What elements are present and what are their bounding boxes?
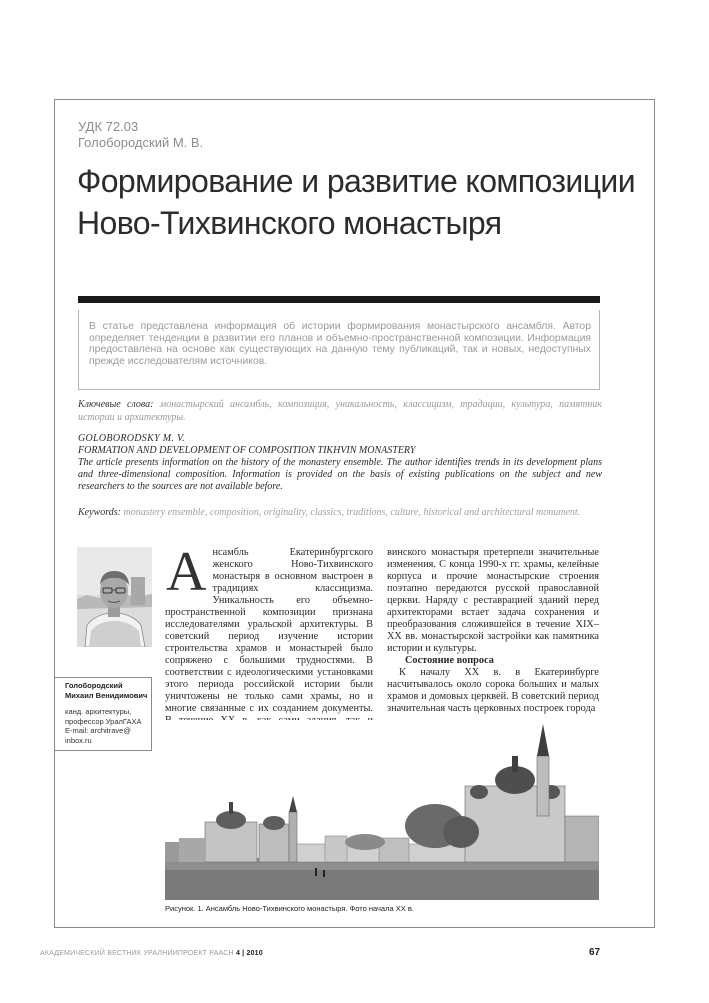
article-title: Формирование и развитие композиции Ново-Тихвинского монастыря — [77, 163, 635, 241]
page-number: 67 — [589, 947, 601, 958]
keywords-ru — [78, 398, 602, 424]
keywords-en-text: monastery ensemble, composition, originality, classics, traditions, culture, historical and architectural monument. — [120, 507, 581, 518]
english-block — [78, 433, 602, 493]
english-abstract: The article presents information on the history of the monastery ensemble. The author identifies trends in its development plans and three-dimensional composition. Information is provided on the basis of existing publications on the subject and new researchers to the sources are not available before. — [78, 457, 602, 492]
keywords-en — [78, 507, 602, 519]
author-photo — [77, 547, 152, 647]
udk-code: УДК 72.03 — [78, 119, 139, 134]
section-heading: Состояние вопроса — [405, 655, 494, 666]
english-title: FORMATION AND DEVELOPMENT OF COMPOSITION TIKHVIN MONASTERY — [78, 445, 416, 456]
author-line: Голобородский М. В. — [78, 135, 204, 150]
drop-cap: А — [166, 541, 207, 603]
figure-caption: Рисунок. 1. Ансамбль Ново-Тихвинского монастыря. Фото начала XX в. — [165, 904, 414, 913]
author-bio-name: Голобородский Михаил Венидимович — [65, 681, 148, 700]
footer-journal: АКАДЕМИЧЕСКИЙ ВЕСТНИК УРАЛНИИПРОЕКТ РААСН — [40, 950, 234, 957]
keywords-ru-label: Ключевые слова: — [78, 399, 154, 410]
footer-issue: 4 | 2010 — [235, 950, 263, 957]
abstract-ru-box — [78, 310, 600, 390]
author-bio-info: канд. архитектуры, профессор УралГАХА E-mail: architrave@ inbox.ru — [65, 707, 142, 745]
body-col1-text: нсамбль Екатеринбургского женского Ново-Тихвинского монастыря в основном выстроен в традициях классицизма. Уникальность его объемно-пространственной композиции признана исследователями уральской архитектуры. В советский период изучение истории строительства храмов и монастырей было сопряжено с большими трудностями. В соответствии с идеологическими установками этого периода российской истории были уничтожены не только сами храмы, но и многие связанные с их созданием документы. — [165, 547, 373, 714]
abstract-ru: В статье представлена информация об истории формирования монастырского ансамбля. Автор определяет тенденции в развитии его планов и объемно-пространственной композиции. Информация предоставлена на основе как существующих на данную тему публикаций, так и новых, недоступных прежде исследователям источников. — [89, 321, 591, 367]
english-author: GOLOBORODSKY M. V. — [78, 433, 185, 444]
body-col2-para1: винского монастыря претерпели значительные изменения. С конца 1990-х гг. храмы, келейные корпуса и прочие монастырские строения поэтапно передаются русской православной церкви. Наряду с реставрацией зданий перед архитекторами встает задача сохранения и преобразования сложившейся в течение XIX–XX вв. монастырской застройки как памятника истории и культуры. — [387, 547, 599, 654]
monastery-photo — [165, 720, 599, 900]
keywords-ru-text: монастырский ансамбль, композиция, уникальность, классицизм, традиции, культура, памятник истории и архитектуры. — [78, 399, 602, 423]
monastery-ensemble-image — [165, 720, 599, 900]
author-bio-box — [55, 677, 152, 751]
body-column-right — [387, 547, 599, 715]
title-rule — [78, 296, 600, 303]
keywords-en-label: Keywords: — [78, 507, 121, 518]
body-col2-para2: К началу XX в. в Екатеринбурге насчитывалось около сорока больших и малых храмов и домовых церквей. В советский период значительная часть церковных построек города — [387, 667, 599, 714]
body-column-left — [165, 541, 373, 739]
author-portrait-image — [77, 547, 152, 647]
page-footer — [40, 950, 263, 957]
